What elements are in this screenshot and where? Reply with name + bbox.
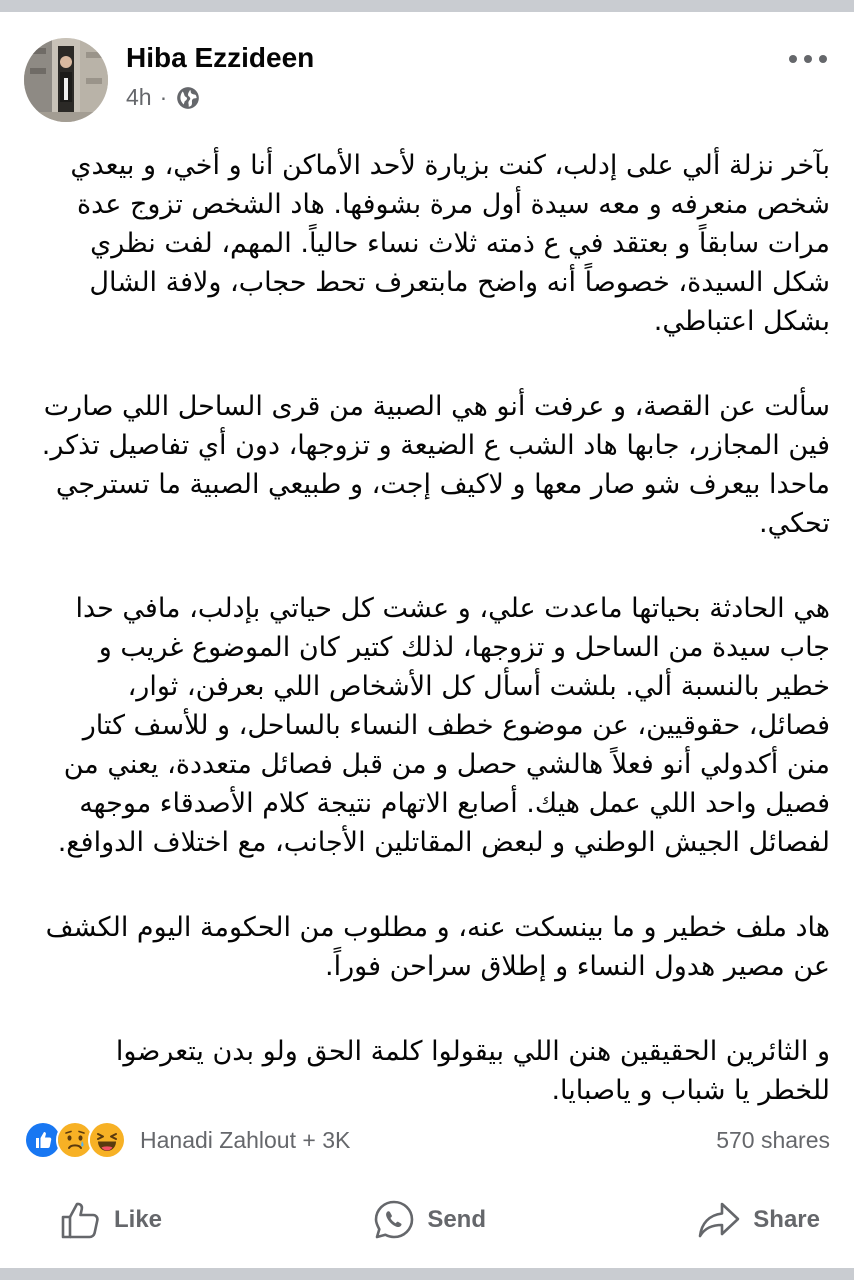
avatar[interactable] (24, 38, 108, 122)
globe-icon[interactable] (175, 85, 201, 111)
post-paragraph-5: و الثائرين الحقيقين هنن اللي بيقولوا كلمة الحق ولو بدن يتعرضوا للخطر يا شباب و ياصبايا. (115, 1036, 830, 1106)
actions-divider (24, 1180, 830, 1181)
shares-count[interactable]: 570 shares (716, 1126, 830, 1153)
post-actions (60, 1192, 820, 1248)
top-border (0, 0, 854, 12)
post-header (24, 36, 830, 122)
share-icon (697, 1201, 741, 1239)
reactors-summary[interactable]: Hanadi Zahlout + 3K (140, 1126, 351, 1153)
meta-separator: · (159, 84, 168, 110)
share-label: Share (753, 1206, 820, 1233)
avatar-image (24, 38, 108, 122)
post-meta (126, 84, 201, 111)
share-button[interactable] (697, 1201, 820, 1239)
post-paragraph-3: هي الحادثة بحياتها ماعدت علي، و عشت كل حياتي بإدلب، مافي حدا جاب سيدة من الساحل و تزوجها، لذلك كتير كان الموضوع غريب و خطير بالنسبة ألي. بلشت أسأل كل الأشخاص اللي بعرفن، ثوار، فصائل، حقوقيين، عن موضوع خطف النساء بالساحل، و للأسف كتار منن أكدولي أنو فعلاً هالشي حصل و من قبل فصائل متعددة، يعني من فصيل واحد اللي عمل هيك. أصابع الاتهام نتيجة كلام الأصدقاء موجهه لفصائل الجيش الوطني و لبعض المقاتلين الأجانب، مع اختلاف الدوافع. (57, 593, 830, 858)
like-button[interactable] (60, 1200, 162, 1240)
like-label: Like (114, 1206, 163, 1233)
like-icon (60, 1200, 102, 1240)
reactions-bar (24, 1118, 830, 1162)
send-label: Send (427, 1206, 486, 1233)
bottom-border (0, 1268, 854, 1280)
post-paragraph-1: بآخر نزلة ألي على إدلب، كنت بزيارة لأحد الأماكن أنا و أخي، و بيعدي شخص منعرفه و معه سيدة أول مرة بشوفها. هاد الشخص تزوج عدة مرات سابقاً و بعتقد في ع ذمته ثلاث نساء حالياً. المهم، لفت نظري شكل السيدة، خصوصاً أنه واضح مابتعرف تحط حجاب، ولافة الشال بشكل اعتباطي. (70, 150, 830, 337)
whatsapp-icon (373, 1199, 415, 1241)
haha-reaction-icon (88, 1121, 126, 1159)
author-name[interactable]: Hiba Ezzideen (126, 42, 315, 73)
send-button[interactable] (373, 1199, 486, 1241)
post-time[interactable]: 4h (126, 84, 152, 110)
post-paragraph-2: سألت عن القصة، و عرفت أنو هي الصبية من قرى الساحل اللي صارت فين المجازر، جابها هاد الشب ع الضيعة و تزوجها، دون أي تفاصيل تذكر. ماحدا بيعرف شو صار معها و لاكيف إجت، و طبيعي الصبية ما تسترجي تحكي. (41, 391, 830, 539)
reaction-icons[interactable] (24, 1121, 120, 1159)
post-text (40, 146, 830, 1110)
more-options-icon[interactable] (786, 44, 830, 74)
post-paragraph-4: هاد ملف خطير و ما بينسكت عنه، و مطلوب من الحكومة اليوم الكشف عن مصير هدول النساء و إطلاق سراحن فوراً. (45, 912, 830, 982)
